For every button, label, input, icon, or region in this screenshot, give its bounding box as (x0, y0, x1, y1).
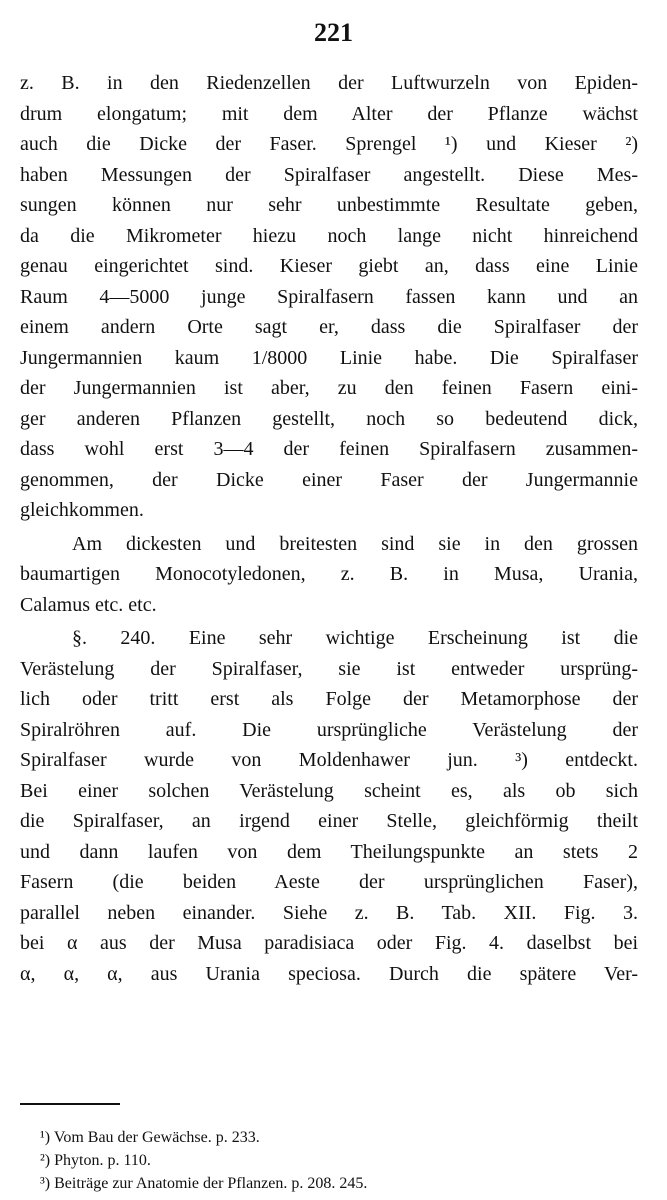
text-line: da die Mikrometer hiezu noch lange nicht hinreichend (20, 224, 638, 247)
text-line: einem andern Orte sagt er, dass die Spiralfaser der (20, 316, 638, 338)
footnote-rule (20, 1103, 120, 1105)
text-line: baumartigen Monocotyledonen, z. B. in Musa, Urania, (20, 563, 638, 585)
text-line: Fasern (die beiden Aeste der ursprünglichen Faser), (20, 871, 638, 893)
page-number: 221 (314, 18, 353, 47)
text-line: Calamus etc. etc. (20, 593, 157, 616)
paragraph (20, 529, 638, 621)
text-line: gleichkommen. (20, 499, 144, 521)
text-line: ger anderen Pflanzen gestellt, noch so bedeutend dick, (20, 407, 638, 430)
text-line: auch die Dicke der Faser. Sprengel ¹) und Kieser ²) (20, 133, 638, 155)
text-line: Spiralfaser wurde von Moldenhawer jun. ³) entdeckt. (20, 749, 638, 771)
text-line: z. B. in den Riedenzellen der Luftwurzeln von Epiden- (20, 72, 638, 94)
paragraph (20, 68, 638, 526)
text-line: §. 240. Eine sehr wichtige Erscheinung ist die (72, 627, 638, 649)
body-text (20, 68, 638, 989)
text-line: genommen, der Dicke einer Faser der Jungermannie (20, 468, 638, 491)
text-line: der Jungermannien ist aber, zu den feinen Fasern eini- (20, 377, 638, 399)
text-line: Bei einer solchen Verästelung scheint es, als ob sich (20, 779, 638, 802)
text-line: parallel neben einander. Siehe z. B. Tab. XII. Fig. 3. (20, 901, 638, 924)
text-line: Raum 4—5000 junge Spiralfasern fassen kann und an (20, 285, 638, 308)
text-line: Am dickesten und breitesten sind sie in den grossen (72, 532, 638, 555)
text-line: sungen können nur sehr unbestimmte Resultate geben, (20, 194, 638, 216)
text-line: drum elongatum; mit dem Alter der Pflanze wächst (20, 102, 638, 125)
text-line: Jungermannien kaum 1/8000 Linie habe. Die Spiralfaser (20, 346, 638, 369)
text-line: lich oder tritt erst als Folge der Metamorphose der (20, 688, 638, 710)
text-line: die Spiralfaser, an irgend einer Stelle, gleichförmig theilt (20, 810, 638, 832)
text-line: haben Messungen der Spiralfaser angestellt. Diese Mes- (20, 163, 638, 186)
text-line: bei α aus der Musa paradisiaca oder Fig. 4. daselbst bei (20, 932, 638, 954)
footnote: ¹) Vom Bau der Gewächse. p. 233. (40, 1129, 260, 1146)
text-line: genau eingerichtet sind. Kieser giebt an, dass eine Linie (20, 255, 638, 277)
footnote: ³) Beiträge zur Anatomie der Pflanzen. p. 208. 245. (40, 1175, 368, 1192)
text-line: Verästelung der Spiralfaser, sie ist entweder ursprüng- (20, 657, 638, 680)
footnotes (40, 1126, 640, 1195)
paragraph (20, 623, 638, 989)
footnote: ²) Phyton. p. 110. (40, 1152, 151, 1169)
text-line: dass wohl erst 3—4 der feinen Spiralfasern zusammen- (20, 438, 638, 460)
text-line: Spiralröhren auf. Die ursprüngliche Verästelung der (20, 718, 638, 741)
text-line: α, α, α, aus Urania speciosa. Durch die spätere Ver- (20, 962, 638, 985)
text-line: und dann laufen von dem Theilungspunkte an stets 2 (20, 840, 638, 863)
